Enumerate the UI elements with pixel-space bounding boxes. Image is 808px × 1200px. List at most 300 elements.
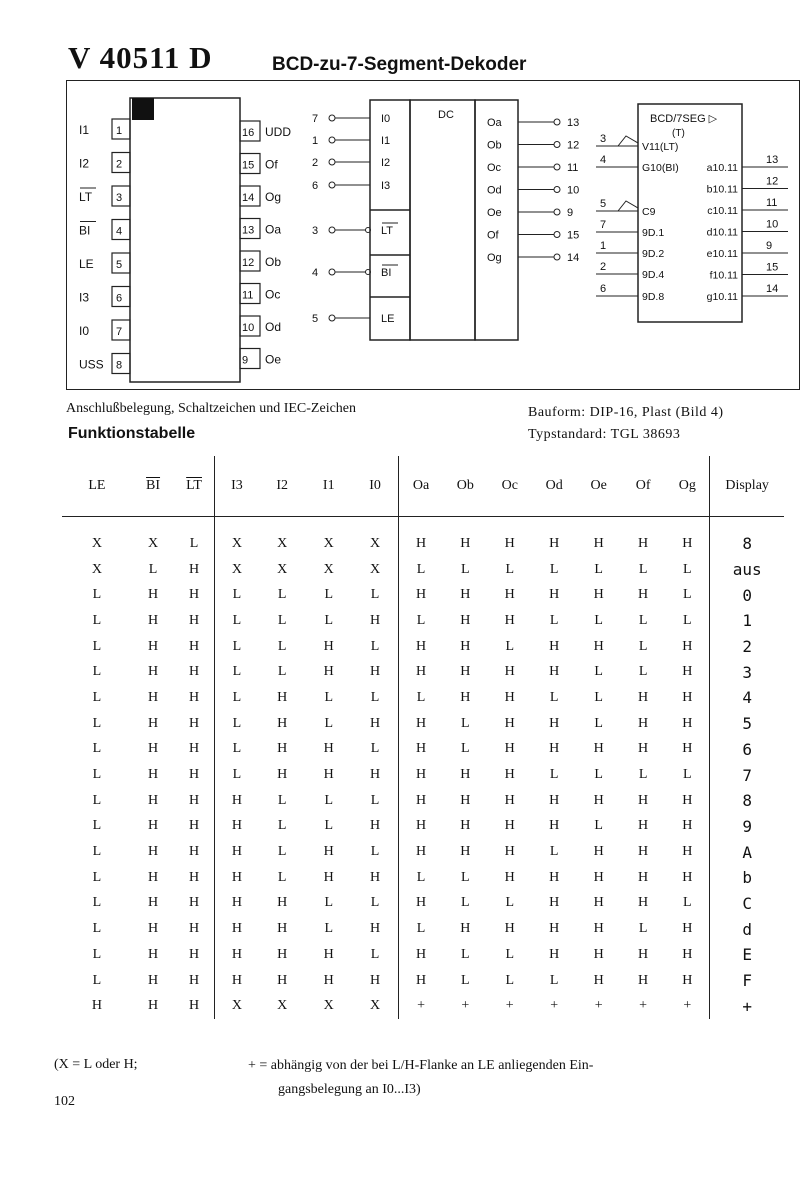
- table-cell: L: [92, 792, 102, 808]
- pin-label-left: I1: [79, 123, 90, 137]
- table-cell: H: [231, 818, 242, 834]
- table-cell: L: [352, 891, 399, 917]
- table-cell: H: [549, 741, 560, 757]
- table-cell: X: [352, 993, 399, 1019]
- pin-number: 14: [242, 192, 255, 204]
- table-cell: H: [323, 869, 334, 885]
- table-cell: L: [594, 818, 603, 834]
- display-cell: 8: [742, 791, 752, 811]
- table-cell: H: [277, 895, 288, 911]
- table-cell: L: [277, 638, 287, 654]
- table-row: [62, 634, 784, 660]
- table-cell: L: [416, 921, 426, 937]
- symbol-center-label: DC: [438, 109, 454, 121]
- pin-number: 10: [242, 322, 255, 334]
- table-cell: H: [416, 972, 427, 988]
- table-row: [62, 865, 784, 891]
- table-cell: H: [665, 968, 709, 994]
- table-cell: L: [92, 972, 102, 988]
- ic-body: [130, 98, 240, 382]
- table-cell: H: [147, 638, 159, 654]
- table-cell: H: [593, 869, 604, 885]
- table-cell: L: [549, 767, 559, 783]
- table-cell: H: [174, 968, 214, 994]
- table-cell: H: [504, 741, 515, 757]
- symbol-input-pin: 4: [312, 267, 319, 279]
- table-cell: H: [549, 869, 560, 885]
- table-cell: H: [549, 638, 560, 654]
- table-cell: L: [594, 715, 603, 731]
- subtitle: BCD-zu-7-Segment-Dekoder: [272, 54, 527, 75]
- table-header: Oc: [488, 456, 532, 517]
- symbol-output-pin: 15: [567, 229, 580, 242]
- table-cell: +: [417, 998, 426, 1014]
- table-cell: H: [174, 634, 214, 660]
- table-cell: L: [549, 972, 559, 988]
- footnote-plus-cont: gangsbelegung an I0...I3): [278, 1082, 421, 1097]
- symbol-input-pin: 1: [312, 135, 319, 147]
- table-cell: H: [593, 792, 604, 808]
- table-cell: L: [594, 767, 603, 783]
- table-cell: H: [277, 921, 288, 937]
- table-cell: L: [505, 561, 515, 577]
- table-cell: H: [460, 767, 471, 783]
- pin1-marker: [132, 98, 154, 120]
- table-cell: L: [638, 638, 648, 654]
- iec-input-label: 9D.4: [642, 269, 665, 281]
- table-cell: H: [665, 634, 709, 660]
- table-cell: H: [504, 792, 515, 808]
- table-cell: L: [638, 612, 648, 628]
- table-cell: H: [549, 664, 560, 680]
- iec-input-pin: 4: [600, 154, 607, 166]
- table-cell: L: [92, 741, 102, 757]
- table-cell: H: [665, 531, 709, 557]
- table-cell: H: [231, 921, 242, 937]
- table-cell: H: [549, 946, 560, 962]
- iec-output-pin: 12: [766, 175, 779, 188]
- iec-input-pin: 3: [600, 133, 607, 145]
- table-header: I2: [259, 456, 306, 517]
- display-cell: 4: [742, 688, 752, 708]
- table-cell: X: [277, 998, 288, 1014]
- table-header: Og: [665, 456, 709, 517]
- table-cell: L: [324, 921, 334, 937]
- table-cell: H: [147, 946, 159, 962]
- symbol-output-pin: 14: [567, 252, 580, 264]
- table-cell: +: [550, 998, 559, 1014]
- pin-number: 1: [116, 125, 123, 137]
- pin-number: 8: [116, 359, 123, 372]
- symbol-output-pin: 9: [567, 207, 574, 219]
- iec-input-pin: 6: [600, 283, 607, 295]
- table-cell: H: [665, 865, 709, 891]
- symbol-input-label: I3: [381, 180, 391, 192]
- table-cell: H: [147, 895, 159, 911]
- table-cell: H: [416, 715, 427, 731]
- symbol-output-pin: 13: [567, 117, 580, 129]
- iec-output-label: c10.11: [707, 205, 738, 217]
- display-cell: +: [742, 996, 752, 1016]
- display-cell: 7: [742, 765, 752, 785]
- pin-number: 15: [242, 159, 255, 172]
- table-cell: L: [92, 818, 102, 834]
- table-cell: H: [231, 972, 242, 988]
- table-header: Od: [532, 456, 576, 517]
- table-cell: H: [638, 741, 649, 757]
- table-cell: X: [323, 535, 334, 551]
- iec-input-label: 9D.8: [642, 291, 665, 303]
- table-cell: H: [460, 535, 471, 551]
- table-cell: L: [352, 942, 399, 968]
- iec-output-label: d10.11: [706, 226, 738, 239]
- pin-label-right: Oa: [265, 222, 282, 237]
- table-cell: L: [324, 612, 334, 628]
- table-cell: H: [352, 814, 399, 840]
- symbol-output-label: Of: [487, 229, 499, 242]
- iec-output-pin: 15: [766, 261, 779, 274]
- table-cell: H: [504, 844, 515, 860]
- table-cell: H: [231, 946, 242, 962]
- table-cell: X: [323, 998, 334, 1014]
- table-row: [62, 814, 784, 840]
- table-cell: H: [147, 612, 159, 628]
- table-cell: H: [174, 839, 214, 865]
- symbol-output-label: Oc: [487, 162, 502, 174]
- symbol-input-pin: 7: [312, 113, 319, 125]
- table-cell: L: [232, 715, 242, 731]
- display-cell: E: [742, 945, 752, 965]
- table-cell: H: [665, 685, 709, 711]
- table-header: I1: [305, 456, 352, 517]
- table-cell: X: [352, 557, 399, 583]
- table-cell: H: [460, 664, 471, 680]
- display-cell: C: [742, 893, 752, 913]
- table-cell: H: [277, 946, 288, 962]
- table-cell: L: [549, 612, 559, 628]
- table-cell: H: [174, 659, 214, 685]
- table-cell: H: [549, 715, 560, 731]
- table-cell: H: [416, 587, 427, 603]
- diagram-area: [0, 0, 808, 400]
- symbol-input-label: I1: [381, 135, 391, 147]
- table-cell: L: [92, 946, 102, 962]
- table-cell: H: [638, 792, 649, 808]
- table-header: Display: [710, 456, 784, 517]
- table-cell: L: [638, 561, 648, 577]
- table-cell: L: [277, 612, 287, 628]
- table-cell: L: [92, 689, 102, 705]
- table-cell: L: [277, 664, 287, 680]
- symbol-input-label: BI: [381, 267, 392, 279]
- table-row: [62, 531, 784, 557]
- table-cell: H: [174, 685, 214, 711]
- table-cell: H: [665, 659, 709, 685]
- symbol-decoder-block: [410, 100, 475, 340]
- table-header: $\overline{LT}$: [174, 456, 214, 517]
- iec-input-pin: 5: [600, 198, 607, 210]
- table-header: LE: [62, 456, 132, 517]
- table-cell: H: [549, 587, 560, 603]
- pin-label-right: UDD: [265, 125, 291, 139]
- table-cell: H: [504, 767, 515, 783]
- table-cell: H: [638, 689, 649, 705]
- symbol-output-pin: 12: [567, 139, 580, 152]
- table-cell: H: [549, 895, 560, 911]
- table-cell: +: [461, 998, 470, 1014]
- table-cell: X: [231, 998, 242, 1014]
- table-cell: H: [277, 741, 288, 757]
- table-cell: H: [549, 792, 560, 808]
- table-cell: L: [324, 689, 334, 705]
- display-cell: 1: [742, 611, 752, 631]
- table-cell: X: [277, 535, 288, 551]
- table-cell: H: [416, 818, 427, 834]
- table-cell: L: [665, 762, 709, 788]
- table-cell: L: [232, 638, 242, 654]
- table-row: [62, 608, 784, 634]
- table-cell: H: [174, 711, 214, 737]
- display-cell: F: [742, 971, 752, 991]
- table-cell: +: [665, 993, 709, 1019]
- table-cell: H: [231, 792, 242, 808]
- display-cell: b: [742, 868, 752, 888]
- footnote-x: (X = L oder H;: [54, 1057, 138, 1072]
- table-cell: H: [504, 921, 515, 937]
- table-cell: H: [593, 946, 604, 962]
- table-cell: H: [277, 972, 288, 988]
- table-cell: H: [352, 916, 399, 942]
- table-cell: H: [174, 788, 214, 814]
- table-cell: L: [324, 895, 334, 911]
- table-cell: L: [232, 767, 242, 783]
- table-cell: H: [147, 587, 159, 603]
- pin-label-right: Oe: [265, 352, 282, 367]
- pin-number: 3: [116, 192, 123, 204]
- table-cell: H: [174, 608, 214, 634]
- pin-label-left: USS: [79, 357, 104, 372]
- table-cell: L: [92, 664, 102, 680]
- table-title: Funktionstabelle: [68, 425, 196, 442]
- table-cell: H: [174, 814, 214, 840]
- table-cell: H: [504, 715, 515, 731]
- symbol-input-label: LT: [381, 225, 394, 237]
- table-cell: L: [92, 638, 102, 654]
- table-cell: H: [460, 689, 471, 705]
- table-cell: L: [277, 587, 287, 603]
- table-cell: H: [638, 715, 649, 731]
- table-cell: L: [549, 561, 559, 577]
- table-cell: H: [174, 762, 214, 788]
- symbol-input-pin: 5: [312, 313, 319, 325]
- table-cell: L: [232, 612, 242, 628]
- table-cell: H: [147, 715, 159, 731]
- footnote-plus: + = abhängig von der bei L/H-Flanke an LE anliegenden Ein-: [248, 1058, 594, 1073]
- pin-label-right: Og: [265, 190, 282, 204]
- table-cell: L: [416, 869, 426, 885]
- iec-output-label: f10.11: [709, 269, 738, 282]
- table-cell: L: [277, 869, 287, 885]
- table-cell: H: [593, 741, 604, 757]
- table-cell: H: [665, 711, 709, 737]
- table-cell: L: [461, 946, 470, 962]
- table-cell: L: [416, 689, 426, 705]
- symbol-input-label: LE: [381, 313, 395, 325]
- pin-label-left: I3: [79, 290, 90, 305]
- pin-number: 11: [242, 289, 254, 302]
- table-cell: H: [638, 844, 649, 860]
- symbol-output-label: Og: [487, 252, 502, 264]
- table-cell: L: [665, 557, 709, 583]
- table-cell: +: [639, 998, 648, 1014]
- table-cell: H: [460, 921, 471, 937]
- table-cell: L: [461, 869, 470, 885]
- symbol-output-pin: 11: [567, 162, 579, 174]
- table-row: [62, 916, 784, 942]
- symbol-output-label: Oe: [487, 207, 502, 219]
- iec-title: BCD/7SEG ▷: [650, 113, 718, 125]
- table-cell: H: [504, 587, 515, 603]
- table-cell: L: [92, 921, 102, 937]
- table-cell: L: [92, 767, 102, 783]
- table-cell: H: [504, 869, 515, 885]
- table-cell: H: [416, 792, 427, 808]
- table-cell: H: [147, 972, 159, 988]
- table-cell: H: [231, 869, 242, 885]
- logic-symbol: [312, 100, 579, 340]
- table-cell: L: [174, 531, 214, 557]
- table-cell: H: [323, 767, 334, 783]
- table-cell: H: [174, 582, 214, 608]
- table-cell: H: [352, 608, 399, 634]
- table-cell: H: [460, 844, 471, 860]
- iec-input-label: V11(LT): [642, 141, 679, 153]
- table-cell: H: [504, 535, 515, 551]
- table-cell: L: [549, 689, 559, 705]
- table-cell: +: [594, 998, 603, 1014]
- table-cell: L: [324, 587, 334, 603]
- table-cell: L: [352, 685, 399, 711]
- symbol-input-pin: 2: [312, 157, 319, 169]
- table-cell: H: [593, 921, 604, 937]
- table-cell: H: [231, 895, 242, 911]
- table-cell: L: [324, 818, 334, 834]
- table-header: Ob: [443, 456, 487, 517]
- table-cell: X: [231, 535, 242, 551]
- iec-input-label: C9: [642, 206, 656, 218]
- iec-output-pin: 11: [766, 197, 778, 209]
- iec-output-label: b10.11: [706, 183, 738, 196]
- table-cell: H: [665, 814, 709, 840]
- table-cell: H: [416, 535, 427, 551]
- pin-label-right: Od: [265, 320, 282, 334]
- table-cell: L: [665, 582, 709, 608]
- table-cell: L: [461, 972, 470, 988]
- table-cell: L: [352, 788, 399, 814]
- table-cell: H: [460, 638, 471, 654]
- pin-number: 5: [116, 259, 123, 271]
- symbol-input-pin: 3: [312, 225, 319, 237]
- table-cell: L: [148, 561, 158, 577]
- table-cell: H: [416, 844, 427, 860]
- table-header: I3: [214, 456, 258, 517]
- table-cell: H: [504, 689, 515, 705]
- symbol-input-pin: 6: [312, 180, 319, 192]
- table-cell: L: [324, 715, 334, 731]
- table-cell: X: [323, 561, 334, 577]
- table-cell: L: [461, 561, 470, 577]
- table-cell: H: [174, 891, 214, 917]
- table-cell: H: [638, 946, 649, 962]
- table-cell: L: [352, 737, 399, 763]
- pinout-diagram: [79, 98, 291, 382]
- table-cell: L: [352, 582, 399, 608]
- table-row: [62, 737, 784, 763]
- table-row: [62, 762, 784, 788]
- display-cell: 6: [742, 739, 752, 759]
- table-header: Oe: [576, 456, 620, 517]
- table-row: [62, 839, 784, 865]
- pin-label-right: Ob: [265, 255, 282, 269]
- table-cell: H: [638, 869, 649, 885]
- table-cell: H: [352, 659, 399, 685]
- pin-number: 6: [116, 292, 123, 305]
- table-cell: L: [461, 895, 470, 911]
- table-row: [62, 993, 784, 1019]
- table-cell: L: [232, 741, 242, 757]
- table-cell: +: [505, 998, 514, 1014]
- table-cell: H: [174, 557, 214, 583]
- table-cell: H: [416, 664, 427, 680]
- iec-symbol: [596, 104, 788, 322]
- table-row: [62, 659, 784, 685]
- table-cell: L: [638, 767, 648, 783]
- function-table: [62, 456, 784, 1019]
- table-cell: L: [277, 818, 287, 834]
- pin-label-left: I2: [79, 156, 90, 171]
- table-header: Of: [621, 456, 665, 517]
- pin-number: 12: [242, 257, 255, 269]
- table-cell: L: [505, 972, 515, 988]
- table-cell: H: [665, 942, 709, 968]
- table-cell: H: [323, 844, 334, 860]
- table-cell: L: [232, 664, 242, 680]
- table-cell: X: [277, 561, 288, 577]
- pin-label-left: BI: [79, 223, 91, 238]
- table-cell: H: [277, 715, 288, 731]
- table-cell: H: [504, 818, 515, 834]
- display-cell: 0: [742, 585, 752, 605]
- table-row: [62, 788, 784, 814]
- table-cell: H: [147, 664, 159, 680]
- table-cell: L: [461, 741, 470, 757]
- symbol-output-label: Ob: [487, 139, 502, 152]
- symbol-output-label: Od: [487, 184, 502, 197]
- table-cell: H: [174, 993, 214, 1019]
- iec-input-pin: 2: [600, 261, 607, 273]
- table-cell: H: [147, 844, 159, 860]
- table-cell: H: [323, 741, 334, 757]
- symbol-output-pin: 10: [567, 184, 580, 197]
- table-cell: H: [549, 921, 560, 937]
- iec-output-pin: 13: [766, 154, 779, 166]
- table-cell: H: [147, 689, 159, 705]
- table-cell: H: [504, 664, 515, 680]
- table-cell: H: [416, 946, 427, 962]
- table-cell: H: [147, 767, 159, 783]
- table-cell: H: [593, 535, 604, 551]
- bauform-text: Bauform: DIP-16, Plast (Bild 4): [528, 405, 724, 420]
